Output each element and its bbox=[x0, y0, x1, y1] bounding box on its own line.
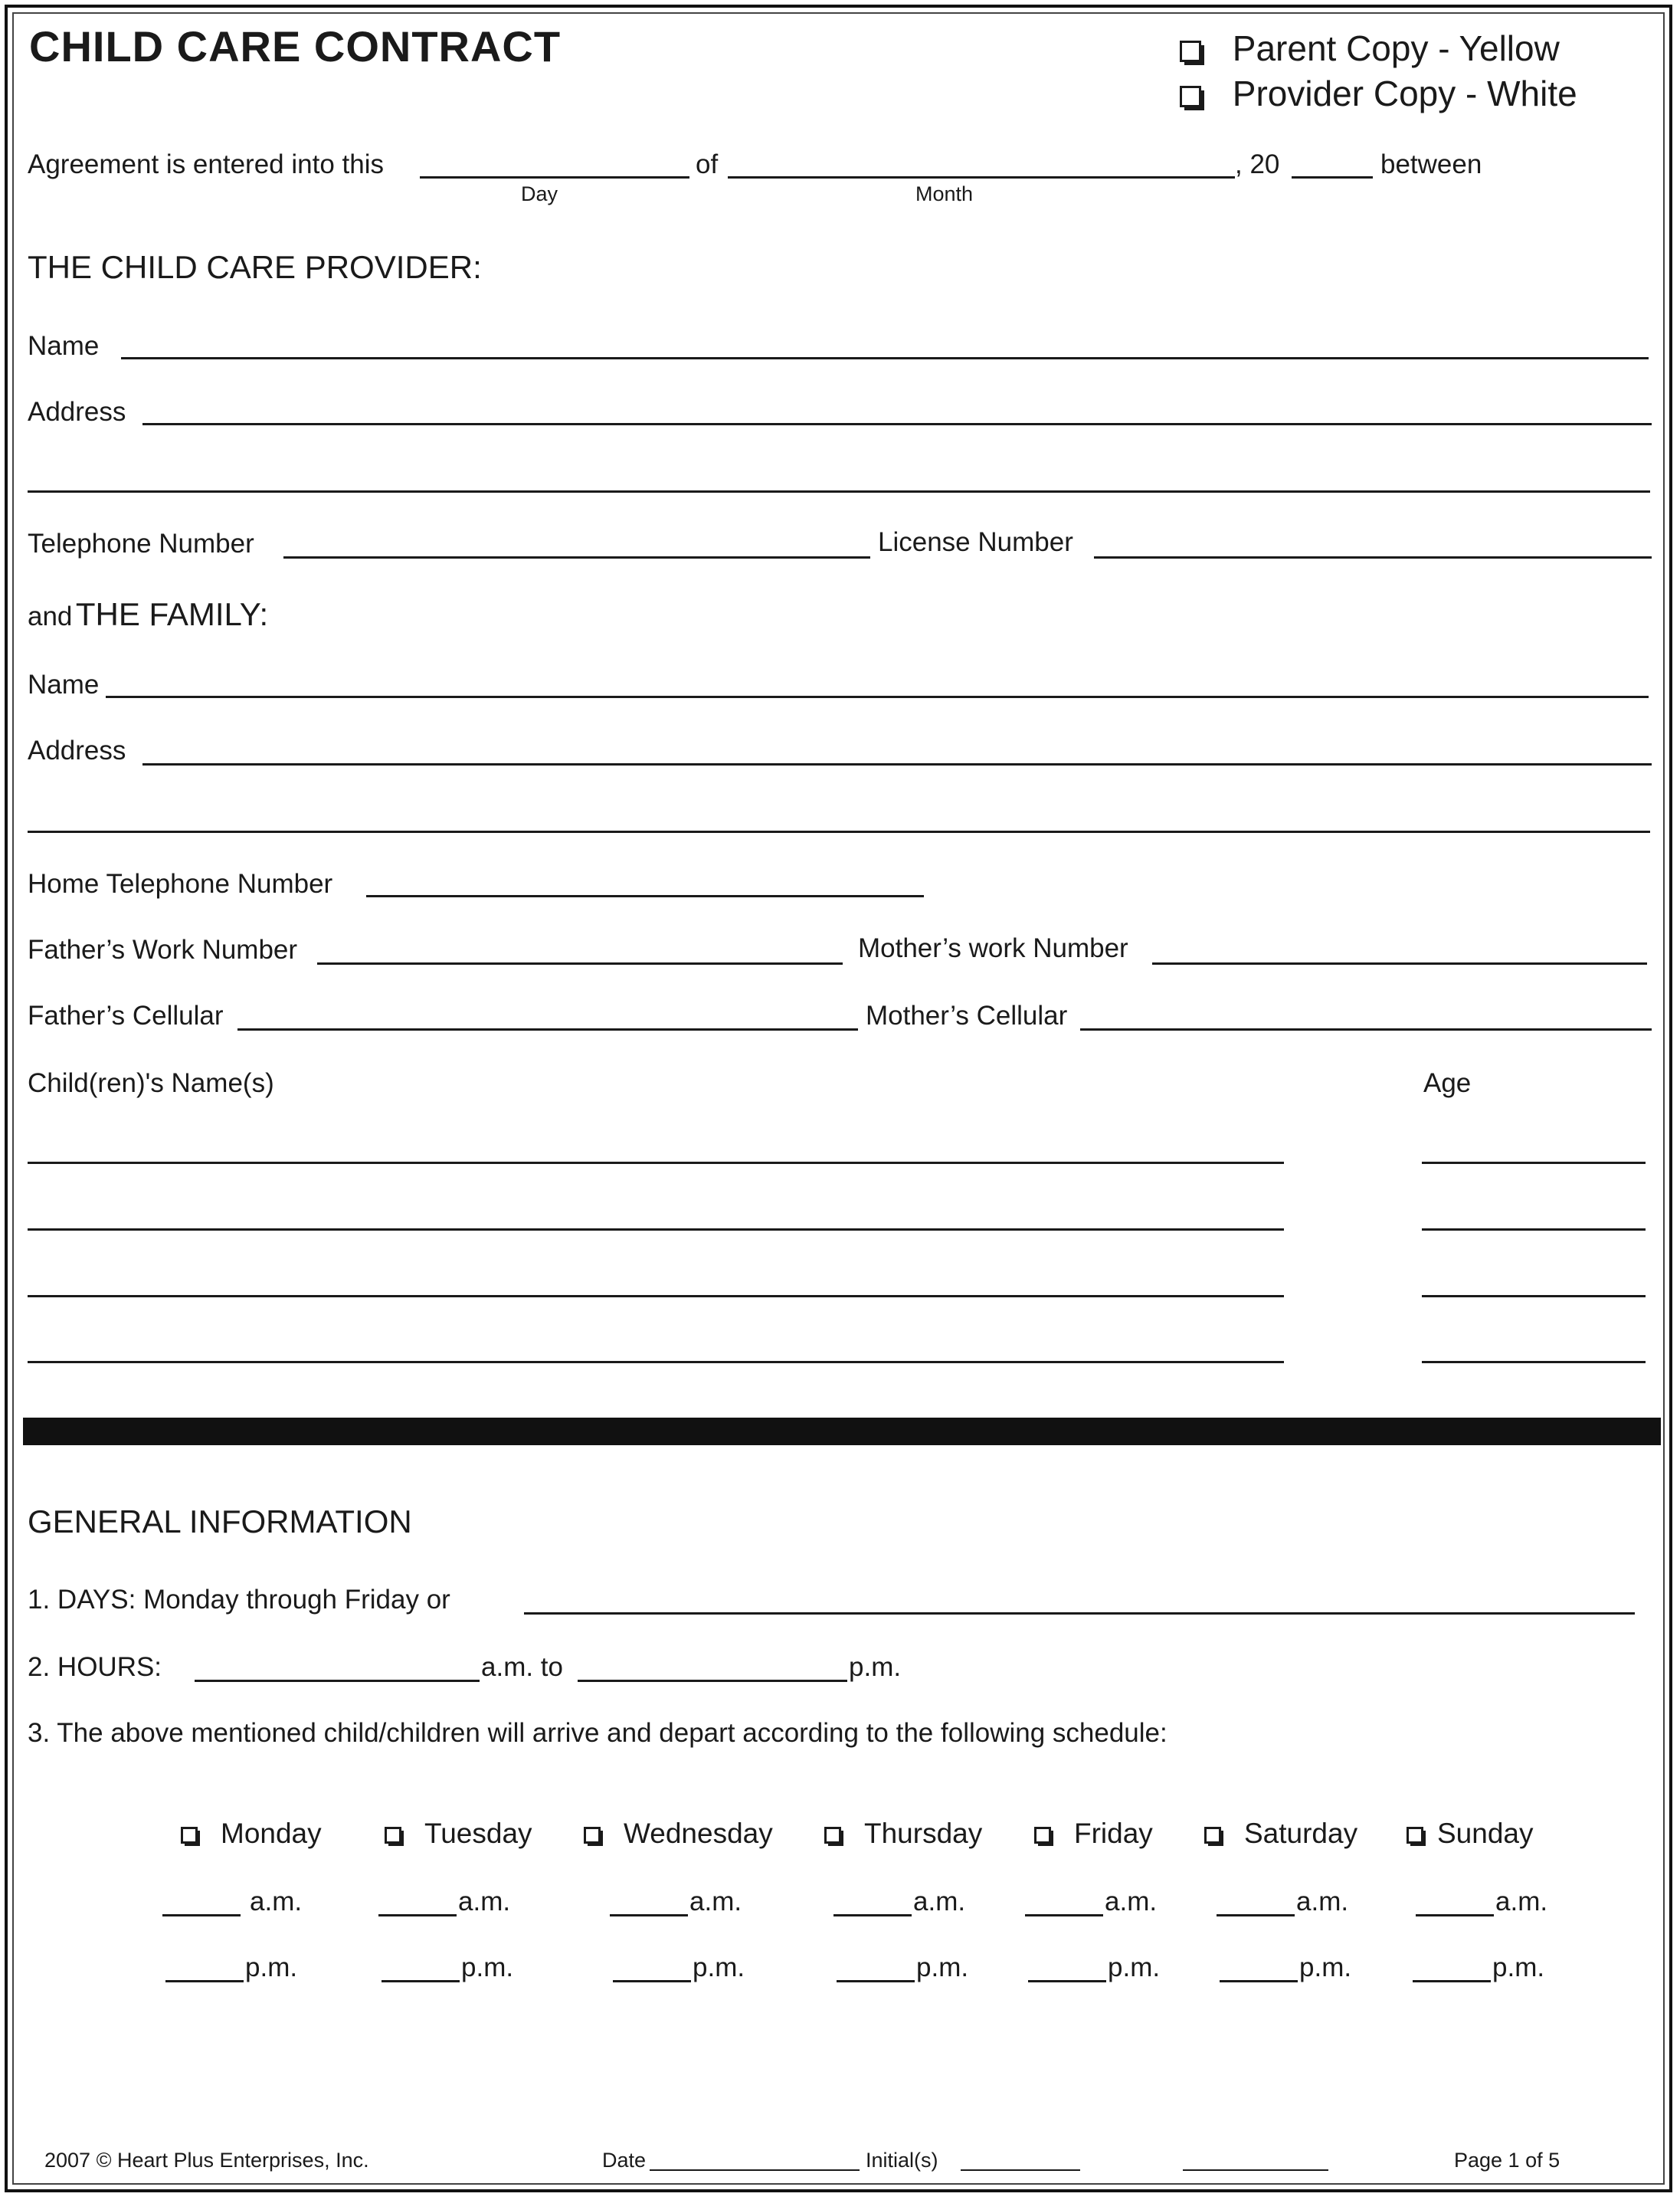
checkbox-icon[interactable] bbox=[1034, 1827, 1051, 1844]
home-phone-label: Home Telephone Number bbox=[28, 869, 333, 899]
day-thursday[interactable]: Thursday bbox=[824, 1818, 982, 1850]
footer-initials-label: Initial(s) bbox=[866, 2149, 938, 2172]
monday-am-field[interactable] bbox=[162, 1914, 241, 1916]
father-work-label: Father’s Work Number bbox=[28, 935, 298, 965]
monday-pm-field[interactable] bbox=[165, 1980, 244, 1982]
schedule-instruction: 3. The above mentioned child/children will arrive and depart according to the following schedule: bbox=[28, 1718, 1167, 1748]
pm-label: p.m. bbox=[693, 1952, 745, 1982]
checkbox-icon[interactable] bbox=[584, 1827, 601, 1844]
home-phone-field[interactable] bbox=[366, 895, 924, 897]
agreement-of: of bbox=[696, 149, 719, 179]
hours-start-field[interactable] bbox=[195, 1680, 480, 1682]
provider-address-field[interactable] bbox=[142, 423, 1652, 425]
family-address-field[interactable] bbox=[142, 763, 1652, 766]
checkbox-icon[interactable] bbox=[181, 1827, 198, 1844]
year-prefix: , 20 bbox=[1235, 149, 1280, 179]
family-title: THE FAMILY: bbox=[75, 596, 269, 632]
day-friday[interactable]: Friday bbox=[1034, 1818, 1153, 1850]
pm-label: p.m. bbox=[1108, 1952, 1161, 1982]
footer-blank-field[interactable] bbox=[1183, 2169, 1328, 2171]
month-caption: Month bbox=[915, 182, 974, 205]
am-to-label: a.m. to bbox=[481, 1652, 563, 1682]
provider-address-label: Address bbox=[28, 397, 126, 427]
day-sunday[interactable]: Sunday bbox=[1407, 1818, 1534, 1850]
parent-copy-label: Parent Copy - Yellow bbox=[1232, 28, 1560, 68]
age-label: Age bbox=[1423, 1068, 1472, 1098]
father-cell-label: Father’s Cellular bbox=[28, 1001, 224, 1031]
days-field[interactable] bbox=[524, 1612, 1635, 1615]
friday-am-field[interactable] bbox=[1025, 1914, 1103, 1916]
agreement-between: between bbox=[1380, 149, 1482, 179]
provider-name-field[interactable] bbox=[121, 357, 1649, 359]
checkbox-icon[interactable] bbox=[385, 1827, 401, 1844]
child-age-field[interactable] bbox=[1422, 1295, 1646, 1297]
agreement-intro: Agreement is entered into this bbox=[28, 149, 384, 179]
section-divider-bar bbox=[23, 1418, 1661, 1445]
family-name-field[interactable] bbox=[106, 696, 1649, 698]
pm-label: p.m. bbox=[916, 1952, 969, 1982]
child-name-field[interactable] bbox=[28, 1361, 1284, 1363]
copyright: 2007 © Heart Plus Enterprises, Inc. bbox=[44, 2149, 369, 2172]
am-label: a.m. bbox=[1296, 1887, 1349, 1916]
children-label: Child(ren)'s Name(s) bbox=[28, 1068, 274, 1098]
mother-work-field[interactable] bbox=[1152, 962, 1647, 965]
father-cell-field[interactable] bbox=[237, 1028, 858, 1031]
am-label: a.m. bbox=[458, 1887, 511, 1916]
wednesday-pm-field[interactable] bbox=[613, 1980, 691, 1982]
child-age-field[interactable] bbox=[1422, 1361, 1646, 1363]
friday-pm-field[interactable] bbox=[1028, 1980, 1106, 1982]
child-name-field[interactable] bbox=[28, 1295, 1284, 1297]
child-age-field[interactable] bbox=[1422, 1162, 1646, 1164]
month-field[interactable] bbox=[728, 176, 1235, 179]
provider-heading: THE CHILD CARE PROVIDER: bbox=[28, 249, 482, 285]
hours-label: 2. HOURS: bbox=[28, 1652, 162, 1682]
provider-copy-label: Provider Copy - White bbox=[1232, 74, 1577, 113]
mother-cell-field[interactable] bbox=[1080, 1028, 1652, 1031]
license-field[interactable] bbox=[1094, 556, 1652, 559]
provider-copy-option[interactable] bbox=[1180, 73, 1577, 114]
saturday-pm-field[interactable] bbox=[1220, 1980, 1298, 1982]
saturday-am-field[interactable] bbox=[1217, 1914, 1295, 1916]
provider-name-label: Name bbox=[28, 331, 100, 361]
pm-label: p.m. bbox=[245, 1952, 298, 1982]
checkbox-icon[interactable] bbox=[1204, 1827, 1221, 1844]
general-heading: GENERAL INFORMATION bbox=[28, 1503, 412, 1539]
license-label: License Number bbox=[878, 527, 1073, 557]
father-work-field[interactable] bbox=[317, 962, 843, 965]
day-field[interactable] bbox=[420, 176, 689, 179]
hours-end-field[interactable] bbox=[578, 1680, 847, 1682]
year-field[interactable] bbox=[1292, 176, 1373, 179]
am-label: a.m. bbox=[689, 1887, 742, 1916]
family-address-label: Address bbox=[28, 736, 126, 766]
checkbox-icon[interactable] bbox=[1180, 86, 1201, 107]
child-age-field[interactable] bbox=[1422, 1228, 1646, 1231]
day-tuesday[interactable]: Tuesday bbox=[385, 1818, 532, 1850]
child-name-field[interactable] bbox=[28, 1162, 1284, 1164]
footer-initials-field[interactable] bbox=[961, 2169, 1080, 2171]
sunday-am-field[interactable] bbox=[1416, 1914, 1494, 1916]
pm-label: p.m. bbox=[849, 1652, 902, 1682]
provider-phone-field[interactable] bbox=[283, 556, 870, 559]
checkbox-icon[interactable] bbox=[1180, 41, 1201, 62]
child-name-field[interactable] bbox=[28, 1228, 1284, 1231]
day-monday[interactable]: Monday bbox=[181, 1818, 322, 1850]
days-label: 1. DAYS: Monday through Friday or bbox=[28, 1585, 450, 1615]
pm-label: p.m. bbox=[461, 1952, 514, 1982]
am-label: a.m. bbox=[250, 1887, 303, 1916]
page-title: CHILD CARE CONTRACT bbox=[29, 22, 562, 70]
thursday-pm-field[interactable] bbox=[837, 1980, 915, 1982]
checkbox-icon[interactable] bbox=[1407, 1827, 1423, 1844]
day-caption: Day bbox=[521, 182, 558, 205]
family-and: and bbox=[28, 602, 73, 631]
am-label: a.m. bbox=[1105, 1887, 1158, 1916]
am-label: a.m. bbox=[1495, 1887, 1548, 1916]
am-label: a.m. bbox=[913, 1887, 966, 1916]
pm-label: p.m. bbox=[1299, 1952, 1352, 1982]
parent-copy-option[interactable] bbox=[1180, 28, 1560, 69]
day-wednesday[interactable]: Wednesday bbox=[584, 1818, 773, 1850]
thursday-am-field[interactable] bbox=[833, 1914, 912, 1916]
footer-date-label: Date bbox=[602, 2149, 647, 2172]
page-number: Page 1 of 5 bbox=[1454, 2149, 1560, 2172]
mother-work-label: Mother’s work Number bbox=[858, 933, 1128, 963]
checkbox-icon[interactable] bbox=[824, 1827, 841, 1844]
mother-cell-label: Mother’s Cellular bbox=[866, 1001, 1068, 1031]
provider-phone-label: Telephone Number bbox=[28, 529, 254, 559]
wednesday-am-field[interactable] bbox=[610, 1914, 688, 1916]
family-heading bbox=[28, 596, 268, 633]
sunday-pm-field[interactable] bbox=[1413, 1980, 1491, 1982]
tuesday-am-field[interactable] bbox=[378, 1914, 457, 1916]
tuesday-pm-field[interactable] bbox=[382, 1980, 460, 1982]
family-address-line2[interactable] bbox=[28, 831, 1650, 833]
provider-address-line2[interactable] bbox=[28, 490, 1650, 493]
day-saturday[interactable]: Saturday bbox=[1204, 1818, 1357, 1850]
pm-label: p.m. bbox=[1492, 1952, 1545, 1982]
family-name-label: Name bbox=[28, 670, 100, 700]
footer-date-field[interactable] bbox=[650, 2169, 860, 2171]
